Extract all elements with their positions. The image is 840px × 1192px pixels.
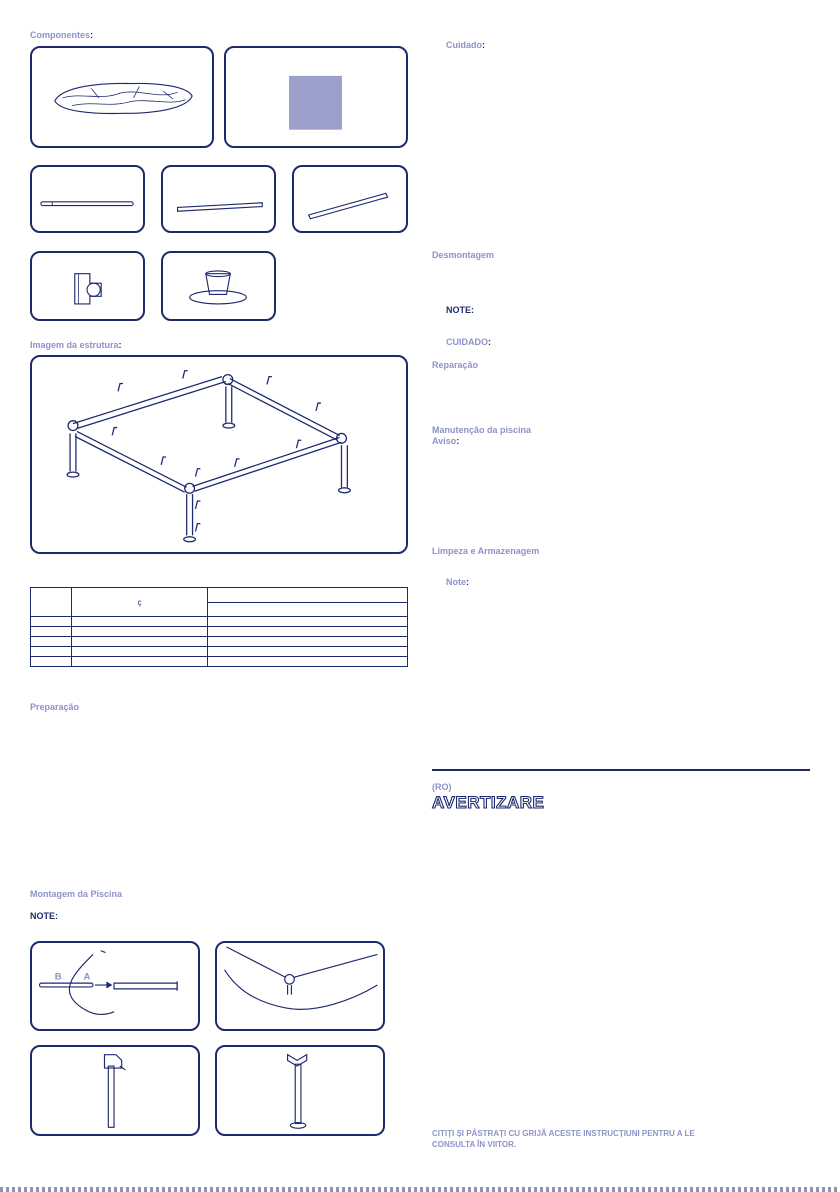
component-connector-box xyxy=(30,251,145,321)
preparation-heading: Preparação xyxy=(30,702,80,712)
page-bottom-edge xyxy=(0,1187,840,1192)
caution-label: Cuidado: xyxy=(446,40,485,50)
maintenance-heading: Manutenção da piscina xyxy=(432,425,532,435)
component-pole-a-box xyxy=(30,165,145,233)
leg-foot-illustration xyxy=(217,1047,383,1134)
repair-heading: Reparação xyxy=(432,360,479,370)
component-foot-box xyxy=(161,251,276,321)
cleaning-heading: Limpeza e Armazenagem xyxy=(432,546,540,556)
structure-heading: Imagem da estrutura: xyxy=(30,340,122,350)
assembly-note-label: NOTE: xyxy=(30,911,58,921)
disassembly-heading: Desmontagem xyxy=(432,250,495,260)
repair-patch-illustration xyxy=(226,48,406,146)
label-a: A xyxy=(83,971,91,983)
assembly-step-2-box xyxy=(215,941,385,1031)
pole-a-illustration xyxy=(32,167,143,231)
assembly-step-4-box xyxy=(215,1045,385,1136)
footer-instructions: CITIȚI ȘI PĂSTRAȚI CU GRIJĂ ACESTE INSTRUCȚIUNI PENTRU A LE CONSULTA ÎN VIITOR. xyxy=(432,1129,695,1149)
leg-connector-illustration xyxy=(32,1047,198,1134)
assembly-heading: Montagem da Piscina xyxy=(30,889,123,899)
table-row xyxy=(31,627,408,637)
pool-liner-illustration xyxy=(32,48,212,146)
parts-table xyxy=(30,587,408,667)
frame-corner-illustration xyxy=(217,943,383,1029)
assembly-step-1-box xyxy=(30,941,200,1031)
table-row xyxy=(31,657,408,667)
disassembly-note-label: NOTE: xyxy=(446,305,474,315)
section-divider xyxy=(432,769,810,771)
component-pole-b-box xyxy=(161,165,276,233)
pole-insertion-illustration xyxy=(32,943,198,1029)
component-liner-box xyxy=(30,46,214,148)
components-heading: Componentes: xyxy=(30,30,94,40)
table-row xyxy=(31,637,408,647)
table-row xyxy=(31,588,408,603)
component-pole-c-box xyxy=(292,165,408,233)
assembly-step-3-box xyxy=(30,1045,200,1136)
pole-b-illustration xyxy=(163,167,274,231)
cleaning-note-label: Note: xyxy=(446,577,469,587)
table-row xyxy=(31,647,408,657)
frame-structure-illustration xyxy=(32,357,406,552)
label-b: B xyxy=(54,971,62,983)
caution2-label: CUIDADO: xyxy=(446,337,491,347)
frame-structure-box xyxy=(30,355,408,554)
language-tag: (RO) xyxy=(432,782,452,792)
pole-foot-illustration xyxy=(163,253,274,319)
component-patch-box xyxy=(224,46,408,148)
table-row xyxy=(31,617,408,627)
warning-label: Aviso: xyxy=(432,436,460,446)
warning-title: AVERTIZARE xyxy=(432,793,545,812)
t-connector-illustration xyxy=(32,253,143,319)
table-header-mid: ç xyxy=(72,588,208,617)
pole-c-illustration xyxy=(294,167,406,231)
